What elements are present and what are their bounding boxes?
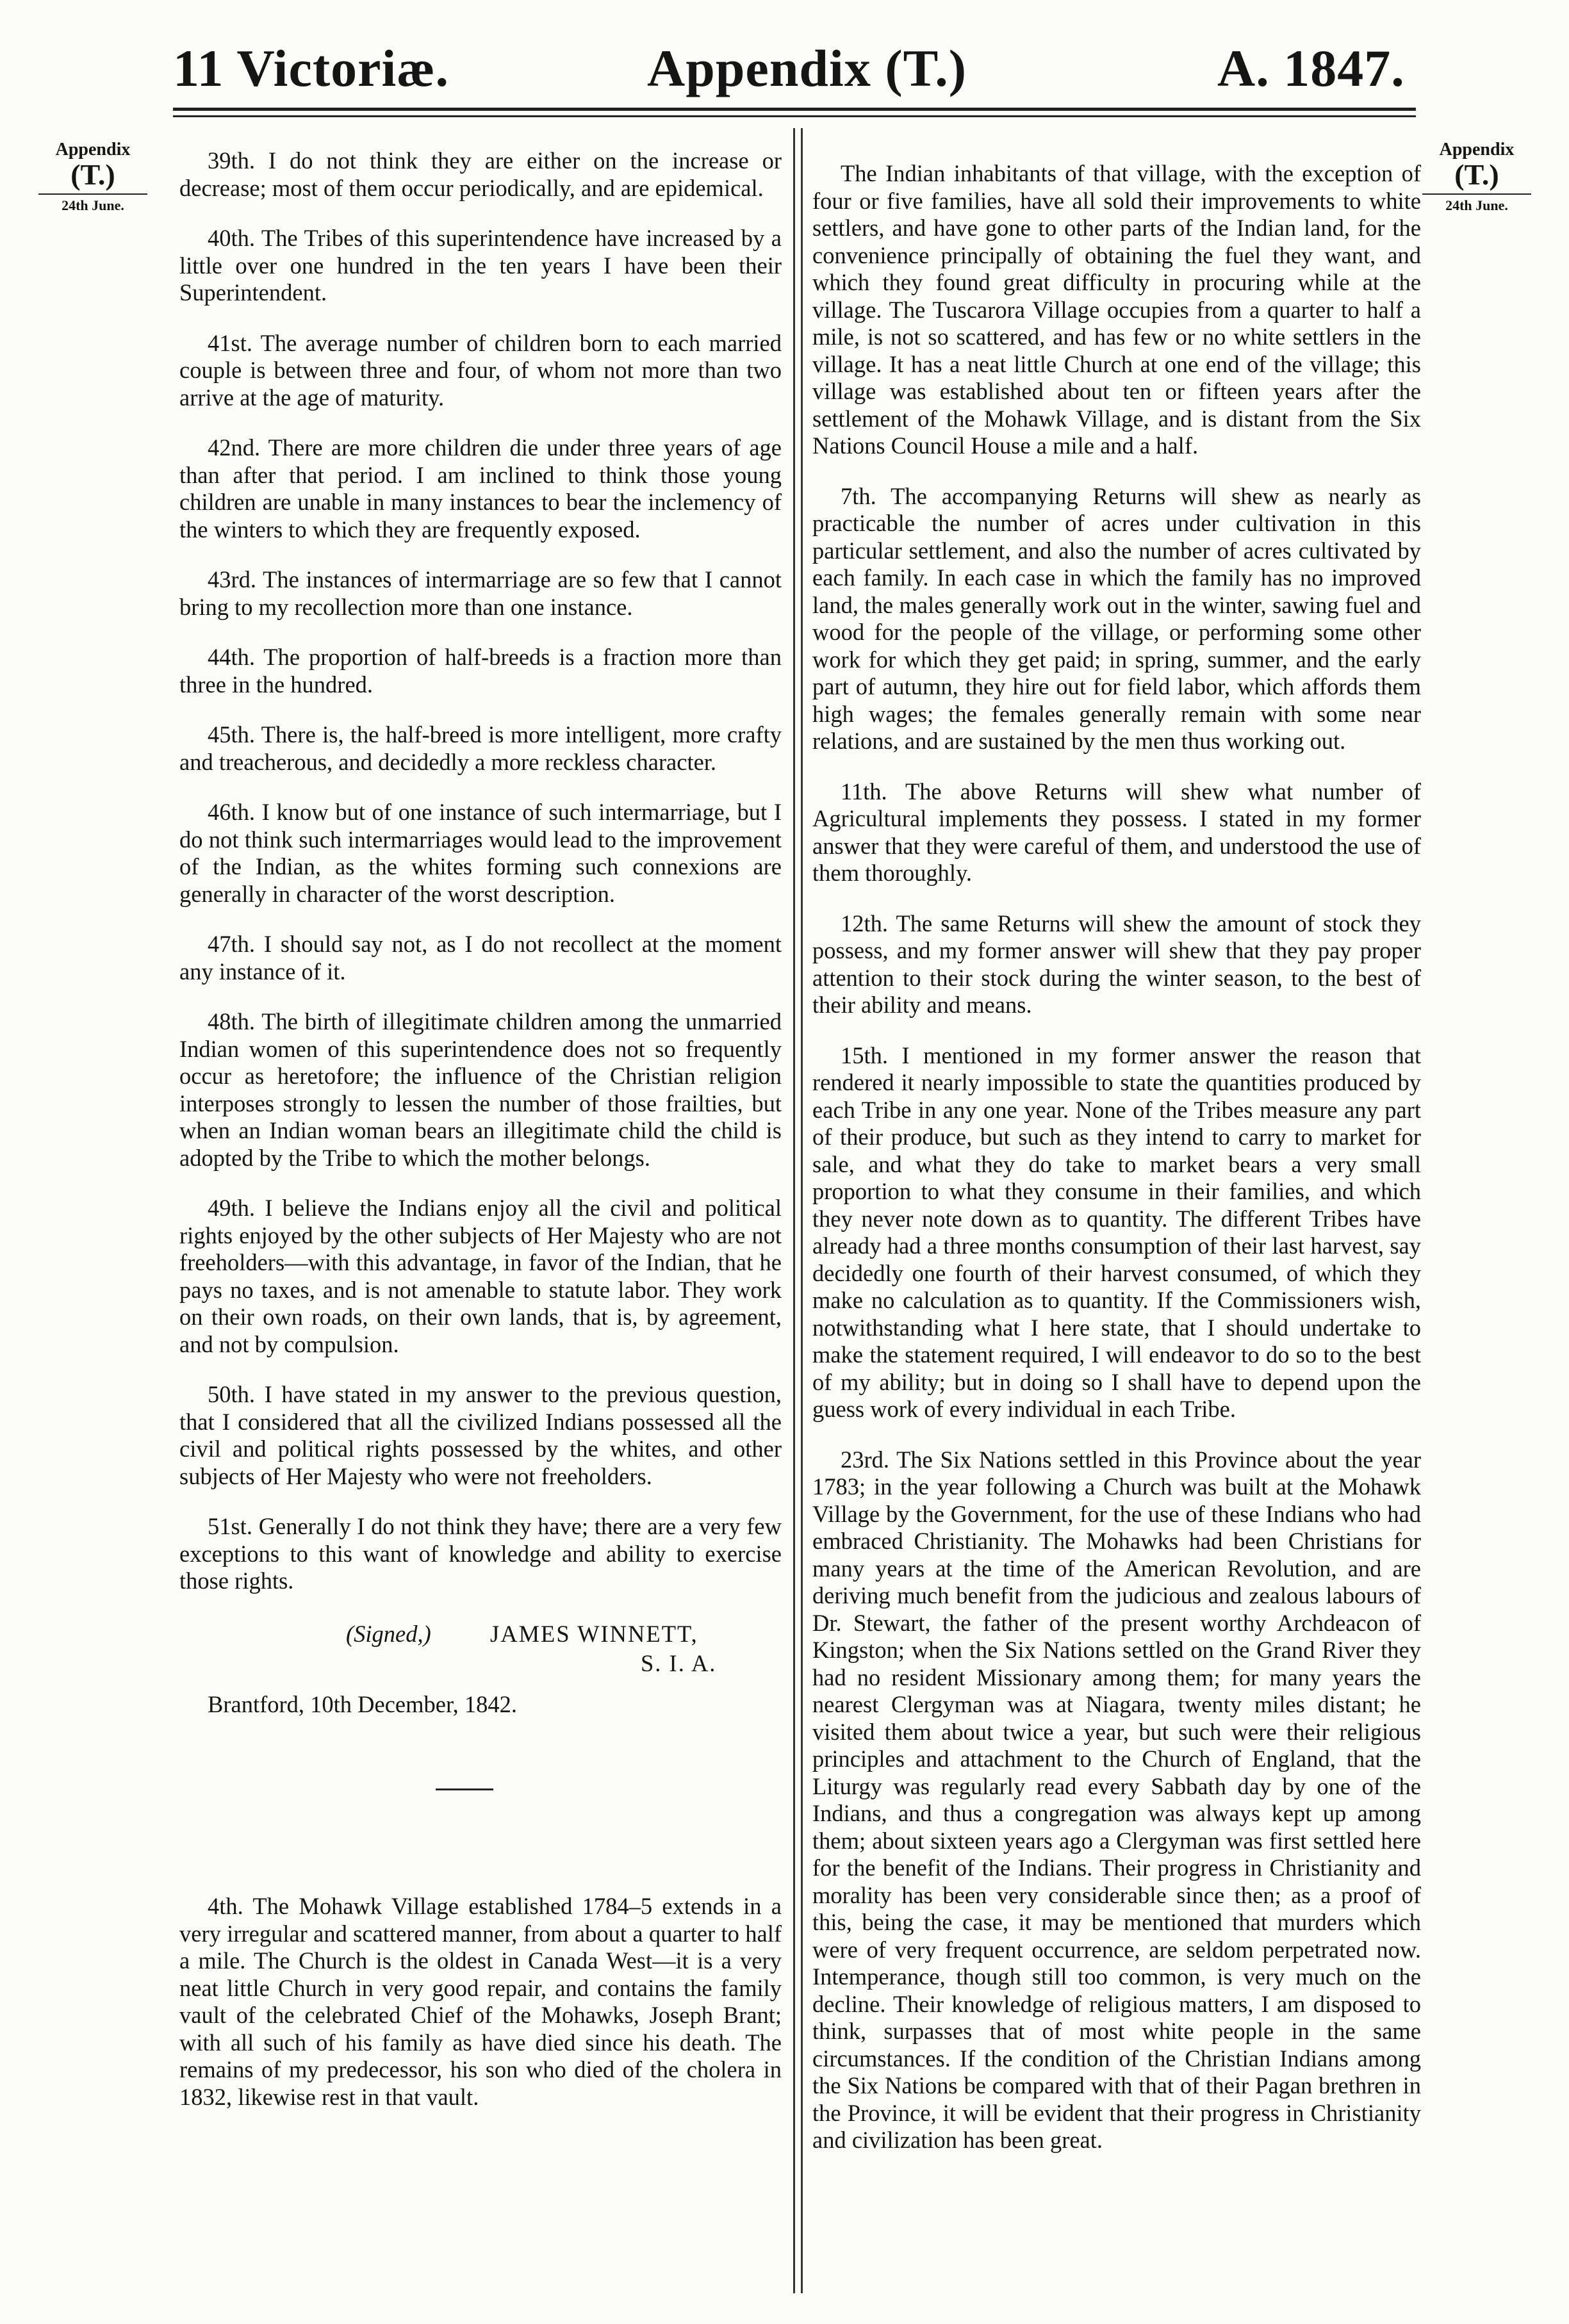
margin-note-right-date: 24th June. (1422, 193, 1531, 214)
paragraph-49th: 49th. I believe the Indians enjoy all the civil and political rights enjoyed by the other subjects of Her Majesty who are not freeholders—with this advantage, in favor of the Indian, that he pays no taxes, and is not amenable to statute labor. They work on their own roads, on their own lands, that is, by agreement, and not by compulsion. (179, 1195, 782, 1357)
paragraph-44th: 44th. The proportion of half-breeds is a fraction more than three in the hundred. (179, 644, 782, 698)
paragraph-11th: 11th. The above Returns will shew what number of Agricultural implements they possess. I stated in my former answer that they were careful of them, and understood the use of them thoroughly. (812, 778, 1421, 886)
header-year: A. 1847. (1217, 39, 1405, 97)
signer-title: S. I. A. (641, 1649, 717, 1676)
paragraph-tuscarora: The Indian inhabitants of that village, with the exception of four or five families, have all sold their improvements to white settlers, and have gone to other parts of the Indian land, for the convenience principally of obtaining the fuel they want, and which they found great difficulty in procuring while at the village. The Tuscarora Village occupies from a quarter to half a mile, is not so scattered, and has few or no white settlers in the village. It has a neat little Church at one end of the village; this village was established about ten or fifteen years after the settlement of the Mohawk Village, and is distant from the Six Nations Council House a mile and a half. (812, 160, 1421, 459)
right-column (812, 147, 1421, 2177)
header-rule-thick (173, 108, 1416, 111)
column-separator (793, 128, 795, 2293)
header-session: 11 Victoriæ. (173, 39, 450, 97)
section-divider (436, 1788, 493, 1790)
signer-name: JAMES WINNETT, (490, 1620, 698, 1647)
paragraph-15th: 15th. I mentioned in my former answer the reason that rendered it nearly impossible to state the quantities produced by each Tribe in any one year. None of the Tribes measure any part of their produce, but such as they intend to carry to market for sale, and what they do take to market bears a very small proportion to what they consume in their families, and which they never note down as to quantity. The different Tribes have already had a three months consumption of their last harvest, say decidedly one fourth of their harvest consumed, of which they make no calculation as to quantity. If the Commissioners wish, notwithstanding what I here state, that I should undertake to make the statement required, I will endeavor to do so to the best of my ability; but in doing so I shall have to depend upon the guess work of every individual in each Tribe. (812, 1042, 1421, 1422)
paragraph-7th: 7th. The accompanying Returns will shew as nearly as practicable the number of acres under cultivation in this particular settlement, and also the number of acres cultivated by each family. In each case in which the family has no improved land, the males generally work out in the winter, sawing fuel and wood for the people of the village, or performing some other work for which they get paid; in spring, summer, and the early part of autumn, they hire out for field labor, which affords them high wages; the females generally remain with some near relations, and are sustained by the men thus working out. (812, 482, 1421, 754)
margin-note-left (38, 140, 147, 214)
signed-label: (Signed,) (346, 1620, 431, 1647)
paragraph-47th: 47th. I should say not, as I do not recollect at the moment any instance of it. (179, 931, 782, 985)
left-column (179, 147, 782, 2134)
margin-note-left-letter: (T.) (70, 158, 115, 191)
paragraph-48th: 48th. The birth of illegitimate children among the unmarried Indian women of this superintendence does not so frequently occur as heretofore; the influence of the Christian religion interposes strongly to lessen the number of those frailties, but when an Indian woman bears an illegitimate child the child is adopted by the Tribe to which the mother belongs. (179, 1008, 782, 1171)
header-rule-thin (173, 115, 1416, 117)
paragraph-46th: 46th. I know but of one instance of such intermarriage, but I do not think such intermarriages would lead to the improvement of the Indian, as the whites forming such connexions are generally in character of the worst description. (179, 799, 782, 907)
paragraph-23rd: 23rd. The Six Nations settled in this Province about the year 1783; in the year following a Church was built at the Mohawk Village by the Government, for the use of these Indians who had embraced Christianity. The Mohawks had been Christians for many years at the time of the American Revolution, and are deriving much benefit from the judicious and zealous labours of Dr. Stewart, the father of the present worthy Archdeacon of Kingston; when the Six Nations settled on the Grand River they had no resident Missionary among them; for many years the nearest Clergyman was at Niagara, twenty miles distant; he visited them about twice a year, but such were their religious principles and attachment to the Church of England, that the Liturgy was regularly read every Sabbath day by one of the Indians, and thus a congregation was always kept up among them; about sixteen years ago a Clergyman was first settled here for the benefit of the Indians. Their progress in Christianity and morality has been very considerable since then; as a proof of this, being the case, it may be mentioned that murders which were of very frequent occurrence, are seldom perpetrated now. Intemperance, though still too common, is very much on the decline. Their knowledge of religious matters, I am disposed to think, surpasses that of most white people in the same circumstances. If the condition of the Christian Indians among the Six Nations be compared with that of their Pagan brethren in the Province, it will be evident that their progress in Christianity and civilization has been great. (812, 1446, 1421, 2153)
paragraph-12th: 12th. The same Returns will shew the amount of stock they possess, and my former answer will shew that they pay proper attention to their stock during the winter season, to the best of their ability and means. (812, 910, 1421, 1018)
paragraph-41st: 41st. The average number of children born to each married couple is between three and four, of whom not more than two arrive at the age of maturity. (179, 329, 782, 411)
paragraph-45th: 45th. There is, the half-breed is more intelligent, more crafty and treacherous, and decidedly a more reckless character. (179, 721, 782, 775)
paragraph-50th: 50th. I have stated in my answer to the previous question, that I considered that all the civilized Indians possessed all the civil and political rights possessed by the whites, and other subjects of Her Majesty who were not freeholders. (179, 1381, 782, 1489)
page-header (0, 38, 1569, 102)
paragraph-40th: 40th. The Tribes of this superintendence have increased by a little over one hundred in the ten years I have been their Superintendent. (179, 225, 782, 306)
margin-note-right (1422, 140, 1531, 214)
margin-note-left-label: Appendix (55, 140, 131, 160)
column-separator-double (801, 128, 803, 2293)
margin-note-left-date: 24th June. (38, 193, 147, 214)
header-appendix: Appendix (T.) (647, 39, 967, 97)
margin-note-right-label: Appendix (1439, 140, 1515, 160)
signature-block (179, 1621, 782, 1691)
place-date: Brantford, 10th December, 1842. (208, 1690, 518, 1717)
paragraph-4th: 4th. The Mohawk Village established 1784–5 extends in a very irregular and scattered manner, from about a quarter to half a mile. The Church is the oldest in Canada West—it is a very neat little Church in very good repair, and contains the family vault of the celebrated Chief of the Mohawks, Joseph Brant; with all such of his family as have died since his death. The remains of my predecessor, his son who died of the cholera in 1832, likewise rest in that vault. (179, 1893, 782, 2110)
paragraph-42nd: 42nd. There are more children die under three years of age than after that period. I am inclined to think those young children are unable in many instances to bear the inclemency of the winters to which they are frequently exposed. (179, 434, 782, 543)
margin-note-right-letter: (T.) (1454, 158, 1499, 191)
paragraph-39th: 39th. I do not think they are either on the increase or decrease; most of them occur periodically, and are epidemical. (179, 147, 782, 201)
paragraph-43rd: 43rd. The instances of intermarriage are so few that I cannot bring to my recollection more than one instance. (179, 566, 782, 620)
paragraph-51st: 51st. Generally I do not think they have; there are a very few exceptions to this want of knowledge and ability to exercise those rights. (179, 1513, 782, 1594)
